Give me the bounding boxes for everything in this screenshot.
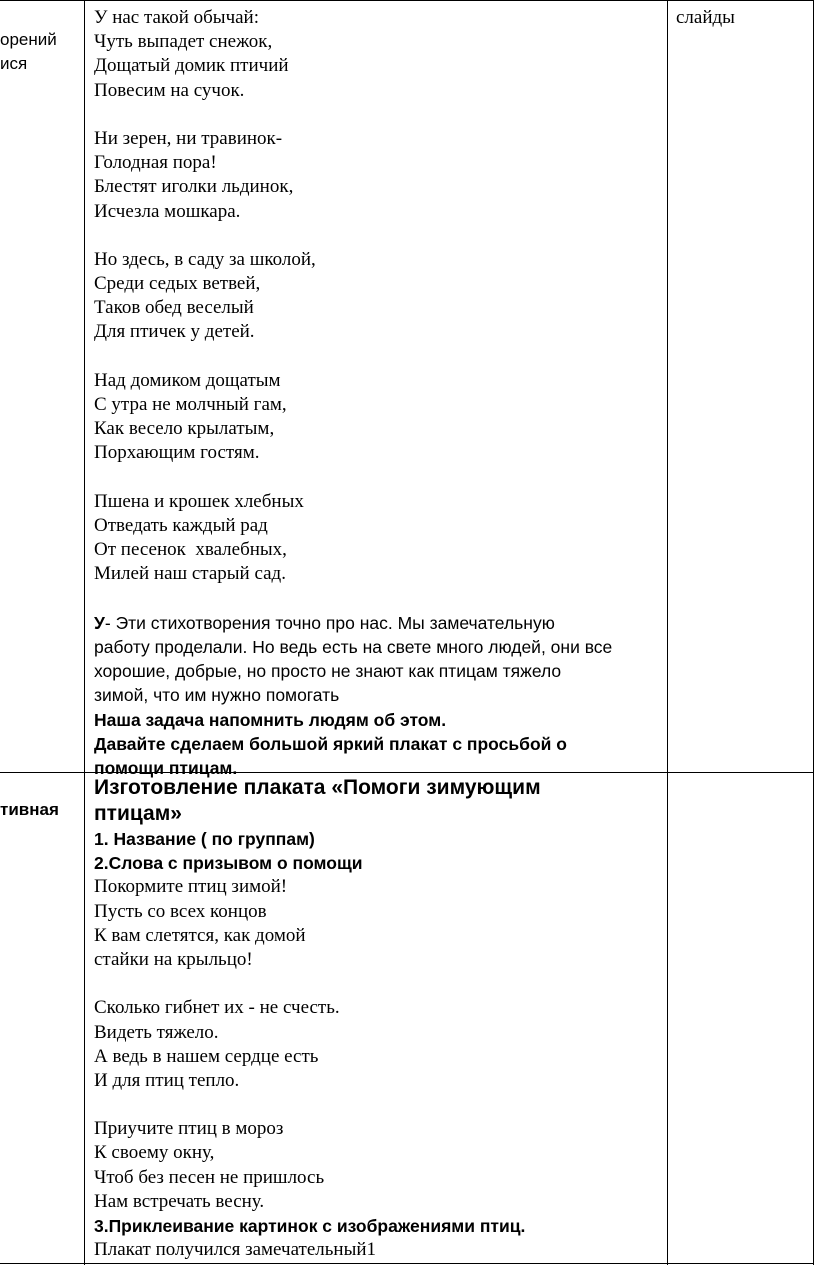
table-border-mid xyxy=(667,0,668,1265)
poem-stanza xyxy=(94,1117,664,1214)
teacher-line: работу проделали. Но ведь есть на свете много людей, они все xyxy=(94,636,613,657)
poem-stanza xyxy=(94,996,664,1093)
teacher-prefix: У xyxy=(94,612,105,633)
poem-stanza xyxy=(94,490,664,587)
poem-line: Над домиком дощатым xyxy=(94,369,281,391)
row1-left-label-2: ися xyxy=(0,54,28,73)
step-1: 1. Название ( по группам) xyxy=(94,829,315,849)
slides-label: слайды xyxy=(676,7,735,28)
poem-line: Дощатый домик птичий xyxy=(94,55,289,77)
poem-line: Чтоб без песен не пришлось xyxy=(94,1166,325,1188)
poem-line: У нас такой обычай: xyxy=(94,7,260,28)
poem-line: Исчезла мошкара. xyxy=(94,200,241,222)
poem-line: К вам слетятся, как домой xyxy=(94,924,306,946)
poem-line: Нам встречать весну. xyxy=(94,1190,265,1212)
poem-line: Пшена и крошек хлебных xyxy=(94,490,304,512)
teacher-speech xyxy=(94,611,664,780)
poem-line: Покормите птиц зимой! xyxy=(94,876,288,898)
poem-line: Повесим на сучок. xyxy=(94,79,245,101)
poem-line: Милей наш старый сад. xyxy=(94,563,286,585)
row1-right-cell xyxy=(676,6,735,30)
step-3: 3.Приклеивание картинок с изображениями птиц. xyxy=(94,1216,526,1236)
poem-line: К своему окну, xyxy=(94,1142,215,1164)
poem-line: Сколько гибнет их - не счесть. xyxy=(94,997,340,1019)
poem-line: Пусть со всех концов xyxy=(94,900,267,922)
poem-line: А ведь в нашем сердце есть xyxy=(94,1045,319,1067)
step-2: 2.Слова с призывом о помощи xyxy=(94,853,363,874)
table-border-right xyxy=(813,0,814,1265)
poem-line: Таков обед веселый xyxy=(94,297,254,319)
poem-stanza xyxy=(94,875,664,972)
poem-line: стайки на крыльцо! xyxy=(94,948,253,970)
row1-left-label-1: орений xyxy=(0,30,57,49)
poem-line: Блестят иголки льдинок, xyxy=(94,176,294,198)
poem-line: Но здесь, в саду за школой, xyxy=(94,248,316,270)
teacher-line: У- Эти стихотворения точно про нас. Мы замечательную xyxy=(94,612,555,633)
poem-stanza xyxy=(94,6,664,103)
poem-stanza xyxy=(94,248,664,345)
row2-left-label: тивная xyxy=(0,800,59,819)
poem-line: Чуть выпадет снежок, xyxy=(94,31,273,53)
task-line: Наша задача напомнить людям об этом. xyxy=(94,709,447,730)
poem-line: Ни зерен, ни травинок- xyxy=(94,127,283,149)
poem-line: Порхающим гостям. xyxy=(94,442,260,464)
poem-line: Видеть тяжело. xyxy=(94,1021,219,1043)
poem-line: Для птичек у детей. xyxy=(94,321,255,343)
teacher-line: зимой, что им нужно помогать xyxy=(94,685,340,706)
poem-line: Среди седых ветвей, xyxy=(94,273,261,295)
table-border-left xyxy=(84,0,85,1265)
table-border-top xyxy=(0,0,814,1)
poem-line: Отведать каждый рад xyxy=(94,514,268,536)
poem-stanza xyxy=(94,369,664,466)
poem-line: Приучите птиц в мороз xyxy=(94,1118,284,1140)
task-line: помощи птицам. xyxy=(94,757,238,778)
poem-line: И для птиц тепло. xyxy=(94,1069,240,1091)
closing-line: Плакат получился замечательный1 xyxy=(94,1239,377,1261)
poem-line: Голодная пора! xyxy=(94,152,217,174)
table-border-bottom xyxy=(0,1263,814,1264)
poster-title: Изготовление плаката «Помоги зимующим птицам» xyxy=(94,776,541,825)
row2-content xyxy=(94,775,664,1262)
poem-line: Как весело крылатым, xyxy=(94,418,275,440)
teacher-line: хорошие, добрые, но просто не знают как птицам тяжело xyxy=(94,661,562,682)
poem-line: От песенок хвалебных, xyxy=(94,539,287,561)
poem-line: С утра не молчный гам, xyxy=(94,394,287,415)
row1-content xyxy=(94,6,664,780)
task-line: Давайте сделаем большой яркий плакат с просьбой о xyxy=(94,733,567,754)
poem-stanza xyxy=(94,127,664,224)
